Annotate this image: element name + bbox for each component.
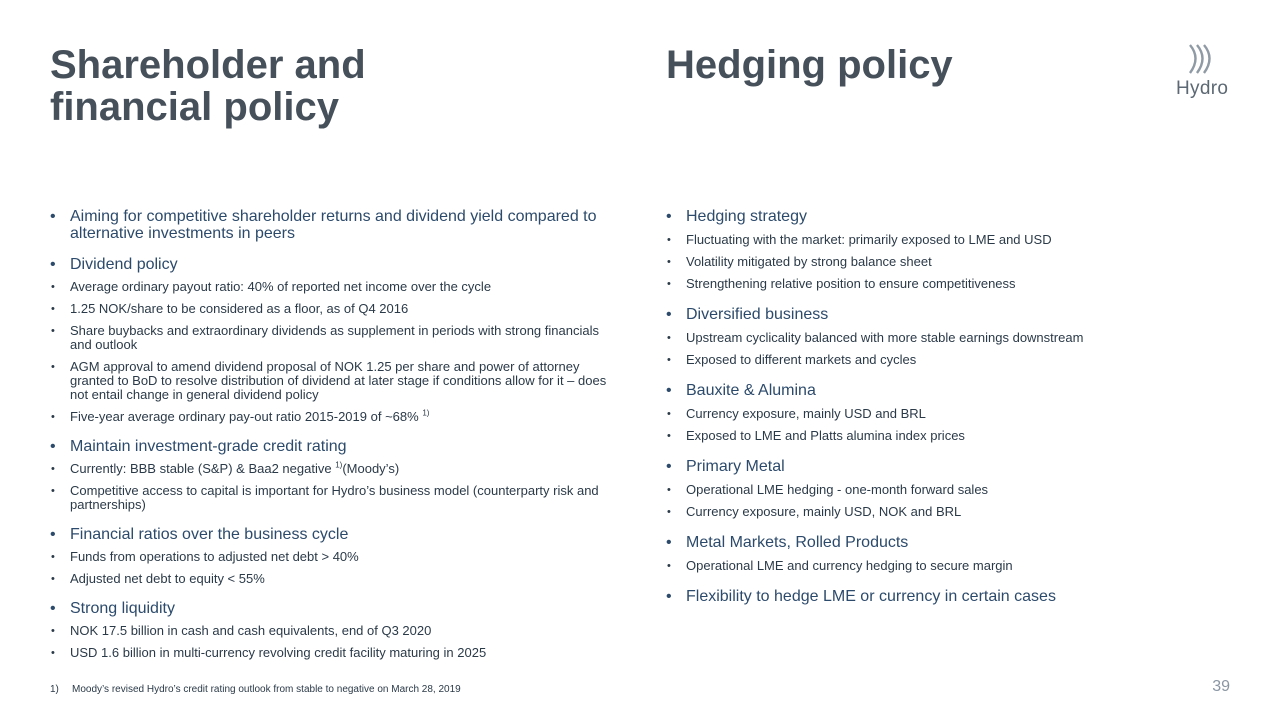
- bullet-flexibility-to-hedge: [666, 588, 1186, 605]
- bullet-dividend-policy: [50, 256, 620, 424]
- sub-bullet: [50, 462, 620, 476]
- bullet-text: Diversified business: [686, 306, 829, 323]
- sub-bullet: [50, 572, 620, 586]
- shareholder-policy-list: [50, 208, 620, 660]
- sub-bullet-text: Five-year average ordinary pay-out ratio 2015-2019 of ~68%: [70, 409, 419, 424]
- footnote-ref: 1): [335, 460, 343, 470]
- sub-bullet-text: Currency exposure, mainly USD and BRL: [686, 406, 926, 421]
- bullet-text: Primary Metal: [686, 458, 785, 475]
- bullet-hedging-strategy: [666, 208, 1186, 291]
- sub-bullet: [666, 331, 1186, 345]
- bullet-text: Strong liquidity: [70, 600, 175, 617]
- sub-bullet: [50, 550, 620, 564]
- bullet-text: Metal Markets, Rolled Products: [686, 534, 909, 551]
- bullet-text: Dividend policy: [70, 256, 178, 273]
- sub-bullet-text: (Moody’s): [342, 461, 400, 476]
- sub-bullet-text: Currently: BBB stable (S&P) & Baa2 negative: [70, 461, 332, 476]
- bullet-primary-metal: [666, 458, 1186, 519]
- footnote-text: Moody’s revised Hydro’s credit rating outlook from stable to negative on March 28, 2019: [72, 684, 461, 695]
- sub-bullet: [50, 484, 610, 512]
- sub-bullet: [50, 410, 620, 424]
- bullet-metal-markets-rolled-products: [666, 534, 1186, 573]
- sub-bullet: [666, 505, 1186, 519]
- footnote: [50, 684, 461, 695]
- title-hedging-policy: Hedging policy: [666, 43, 953, 87]
- sub-bullet-text: Share buybacks and extraordinary dividends as supplement in periods with strong financials and outlook: [70, 323, 599, 352]
- sub-bullet-text: Exposed to LME and Platts alumina index prices: [686, 428, 965, 443]
- sub-bullet-text: Strengthening relative position to ensure competitiveness: [686, 276, 1016, 291]
- sub-bullet-text: Fluctuating with the market: primarily exposed to LME and USD: [686, 232, 1052, 247]
- sub-bullet: [666, 233, 1186, 247]
- sub-bullet-text: NOK 17.5 billion in cash and cash equivalents, end of Q3 2020: [70, 623, 432, 638]
- sub-bullet-text: AGM approval to amend dividend proposal of NOK 1.25 per share and power of attorney granted to BoD to resolve distribution of dividend at later stage if conditions allow for it – does not entail change in general dividend policy: [70, 359, 607, 402]
- sub-bullet-text: Average ordinary payout ratio: 40% of reported net income over the cycle: [70, 279, 492, 294]
- sub-bullet: [666, 483, 1186, 497]
- hedging-policy-list: [666, 208, 1186, 605]
- sub-bullet-text: Operational LME hedging - one-month forward sales: [686, 482, 989, 497]
- sub-bullet-text: USD 1.6 billion in multi-currency revolving credit facility maturing in 2025: [70, 645, 487, 660]
- bullet-financial-ratios: [50, 526, 620, 586]
- hydro-ship-icon: [1188, 44, 1218, 74]
- sub-bullet: [666, 353, 1186, 367]
- bullet-strong-liquidity: [50, 600, 620, 660]
- sub-bullet-text: Funds from operations to adjusted net debt > 40%: [70, 549, 359, 564]
- bullet-text: Flexibility to hedge LME or currency in certain cases: [686, 588, 1056, 605]
- footnote-number: 1): [50, 684, 59, 695]
- sub-bullet: [666, 559, 1186, 573]
- bullet-text: Bauxite & Alumina: [686, 382, 816, 399]
- sub-bullet-text: Operational LME and currency hedging to secure margin: [686, 558, 1013, 573]
- bullet-text: Financial ratios over the business cycle: [70, 526, 349, 543]
- bullet-bauxite-alumina: [666, 382, 1186, 443]
- sub-bullet-text: Currency exposure, mainly USD, NOK and BRL: [686, 504, 962, 519]
- bullet-text: Maintain investment-grade credit rating: [70, 438, 347, 455]
- bullet-diversified-business: [666, 306, 1186, 367]
- sub-bullet: [50, 360, 620, 402]
- sub-bullet-text: Adjusted net debt to equity < 55%: [70, 571, 265, 586]
- bullet-text: Aiming for competitive shareholder returns and dividend yield compared to alternative investments in peers: [70, 208, 597, 242]
- hydro-logo: [1176, 44, 1234, 100]
- sub-bullet: [50, 324, 620, 352]
- sub-bullet-text: Exposed to different markets and cycles: [686, 352, 917, 367]
- sub-bullet-text: Competitive access to capital is important for Hydro’s business model (counterparty risk and partnerships): [70, 483, 599, 512]
- sub-bullet: [50, 302, 620, 316]
- sub-bullet: [666, 277, 1186, 291]
- page-number: 39: [1212, 678, 1230, 695]
- sub-bullet: [666, 255, 1186, 269]
- sub-bullet-text: Volatility mitigated by strong balance sheet: [686, 254, 932, 269]
- sub-bullet: [666, 407, 1186, 421]
- logo-text: Hydro: [1176, 78, 1229, 99]
- sub-bullet: [50, 280, 620, 294]
- sub-bullet-text: 1.25 NOK/share to be considered as a floor, as of Q4 2016: [70, 301, 409, 316]
- sub-bullet: [666, 429, 1186, 443]
- footnote-ref: 1): [422, 408, 430, 418]
- sub-bullet: [50, 624, 620, 638]
- bullet-credit-rating: [50, 438, 620, 512]
- sub-bullet: [50, 646, 620, 660]
- bullet-text: Hedging strategy: [686, 208, 807, 225]
- title-shareholder-financial-policy: Shareholder and financial policy: [50, 43, 366, 129]
- bullet-competitive-returns: [50, 208, 620, 242]
- sub-bullet-text: Upstream cyclicality balanced with more stable earnings downstream: [686, 330, 1084, 345]
